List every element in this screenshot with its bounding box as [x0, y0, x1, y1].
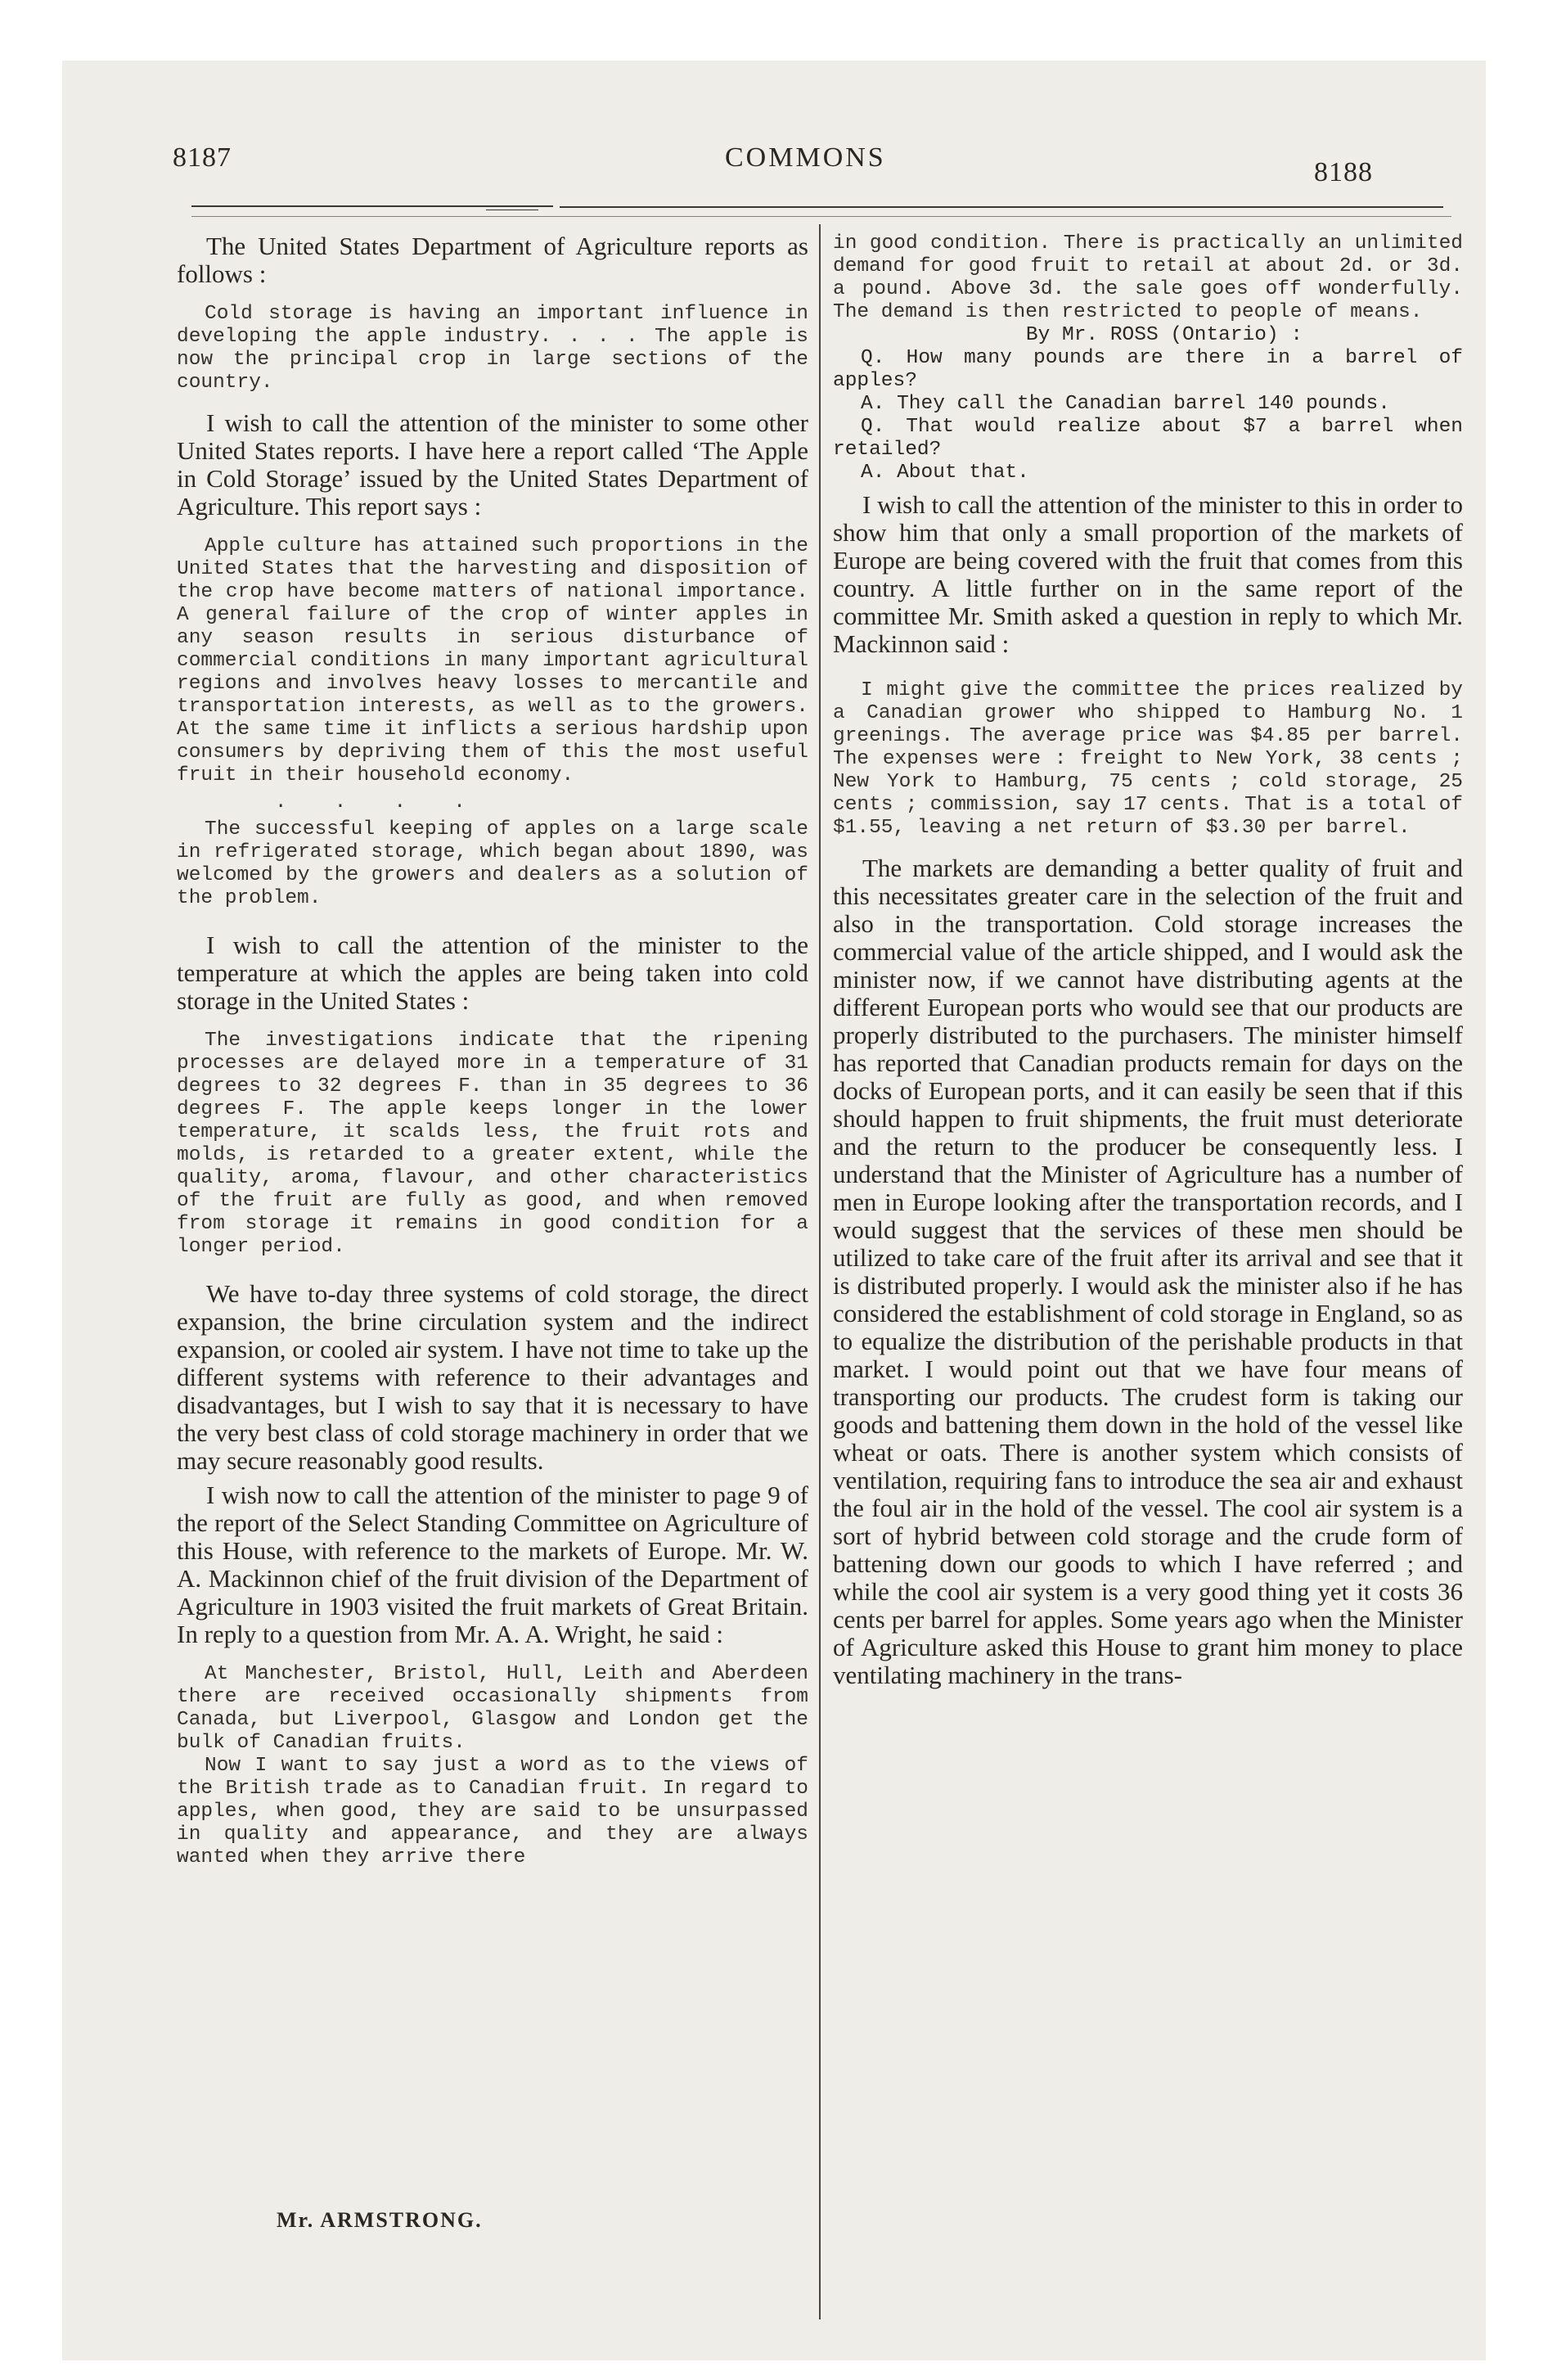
- quotation: I might give the committee the prices realized by a Canadian grower who shipped to Hamburg No. 1 greenings. The average price was $4.85 per barrel. The expenses were : freight to New York, 38 cents ; New York to Hamburg, 75 cents ; cold storage, 25 cents ; commission, say 17 cents. That is a total of $1.55, leaving a net return of $3.30 per barrel.: [833, 679, 1463, 839]
- paragraph: I wish now to call the attention of the minister to page 9 of the report of the Select Standing Committee on Agriculture of this House, with reference to the markets of Europe. Mr. W. A. Mackinnon chief of the fruit division of the Department of Agriculture in 1903 visited the fruit markets of Great Britain. In reply to a question from Mr. A. A. Wright, he said :: [177, 1481, 808, 1648]
- paragraph: The United States Department of Agriculture reports as follows :: [177, 232, 808, 288]
- speaker-name: Mr. ARMSTRONG.: [277, 2208, 483, 2232]
- quotation: Cold storage is having an important influence in developing the apple industry. . . . The apple is now the principal crop in large sections of the country.: [177, 303, 808, 394]
- question-line: Q. That would realize about $7 a barrel when retailed?: [833, 416, 1463, 461]
- column-divider: [819, 224, 821, 2319]
- quotation: The investigations indicate that the ripening processes are delayed more in a temperature of 31 degrees to 32 degrees F. than in 35 degrees to 36 degrees F. The apple keeps longer in the lower temperature, it scalds less, the fruit rots and molds, is retarded to a greater extent, while the quality, aroma, flavour, and other characteristics of the fruit are fully as good, and when removed from storage it remains in good condition for a longer period.: [177, 1030, 808, 1258]
- answer-line: A. They call the Canadian barrel 140 pounds.: [861, 393, 1390, 415]
- header-rule: [560, 206, 1443, 208]
- header-rule: [191, 205, 553, 207]
- page-number-right: 8188: [1314, 157, 1373, 187]
- byline: By Mr. ROSS (Ontario) :: [1025, 324, 1303, 346]
- header-rule: [191, 216, 1451, 217]
- page-number-left: 8187: [173, 142, 232, 173]
- quotation: Now I want to say just a word as to the views of the British trade as to Canadian fruit. In regard to apples, when good, they are said to be unsurpassed in quality and appearance, and they are always wanted when they arrive there: [177, 1755, 808, 1868]
- paragraph: I wish to call the attention of the minister to the temperature at which the apples are being taken into cold storage in the United States :: [177, 931, 808, 1015]
- page-sheet: [62, 61, 1486, 2360]
- ellipsis-line: . . . .: [275, 791, 484, 814]
- quotation: The successful keeping of apples on a large scale in refrigerated storage, which began about 1890, was welcomed by the growers and dealers as a solution of the problem.: [177, 818, 808, 909]
- quotation: Apple culture has attained such proportions in the United States that the harvesting and disposition of the crop have become matters of national importance. A general failure of the crop of winter apples in any season results in serious disturbance of commercial conditions in many important agricultural regions and involves heavy losses to mercantile and transportation interests, as well as to the growers. At the same time it inflicts a serious hardship upon consumers by depriving them of this the most useful fruit in their household economy.: [177, 535, 808, 787]
- question-line: Q. How many pounds are there in a barrel of apples?: [833, 347, 1463, 392]
- paragraph: We have to-day three systems of cold storage, the direct expansion, the brine circulation system and the indirect expansion, or cooled air system. I have not time to take up the different systems with reference to their advantages and disadvantages, but I wish to say that it is necessary to have the very best class of cold storage machinery in order that we may secure reasonably good results.: [177, 1279, 808, 1475]
- quotation: At Manchester, Bristol, Hull, Leith and Aberdeen there are received occasionally shipments from Canada, but Liverpool, Glasgow and London get the bulk of Canadian fruits.: [177, 1663, 808, 1754]
- paragraph: I wish to call the attention of the minister to some other United States reports. I have here a report called ‘The Apple in Cold Storage’ issued by the United States Department of Agriculture. This report says :: [177, 408, 808, 521]
- quotation: in good condition. There is practically an unlimited demand for good fruit to retail at about 2d. or 3d. a pound. Above 3d. the sale goes off wonderfully. The demand is then restricted to people of means.: [833, 232, 1463, 323]
- page-header: [62, 61, 1486, 232]
- paragraph: I wish to call the attention of the minister to this in order to show him that only a small proportion of the markets of Europe are being covered with the fruit that comes from this country. A little further on in the same report of the committee Mr. Smith asked a question in reply to which Mr. Mackinnon said :: [833, 490, 1463, 658]
- right-column: [833, 232, 1463, 1689]
- paragraph: The markets are demanding a better quality of fruit and this necessitates greater care in the selection of the fruit and also in the transportation. Cold storage increases the commercial value of the article shipped, and I would ask the minister now, if we cannot have distributing agents at the different European ports who would see that our products are properly distributed to the purchasers. The minister himself has reported that Canadian products remain for days on the docks of European ports, and it can easily be seen that if this should happen to fruit shipments, the fruit must deteriorate and the return to the producer be consequently less. I understand that the Minister of Agriculture has a number of men in Europe looking after the transportation records, and I would suggest that the services of these men should be utilized to take care of the fruit after its arrival and see that it is distributed properly. I would ask the minister also if he has considered the establishment of cold storage in England, so as to equalize the distribution of the perishable products in that market. I would point out that we have four means of transporting our products. The crudest form is taking our goods and battening them down in the hold of the vessel like wheat or oats. There is another system which consists of ventilation, requiring fans to introduce the sea air and exhaust the foul air in the hold of the vessel. The cool air system is a sort of hybrid between cold storage and the crude form of battening down our goods to which I have referred ; and while the cool air system is a very good thing yet it costs 36 cents per barrel for apples. Some years ago when the Minister of Agriculture asked this House to grant him money to place ventilating machinery in the trans-: [833, 854, 1463, 1689]
- left-column: [177, 232, 808, 1869]
- answer-line: A. About that.: [861, 462, 1029, 484]
- running-title: COMMONS: [725, 142, 886, 173]
